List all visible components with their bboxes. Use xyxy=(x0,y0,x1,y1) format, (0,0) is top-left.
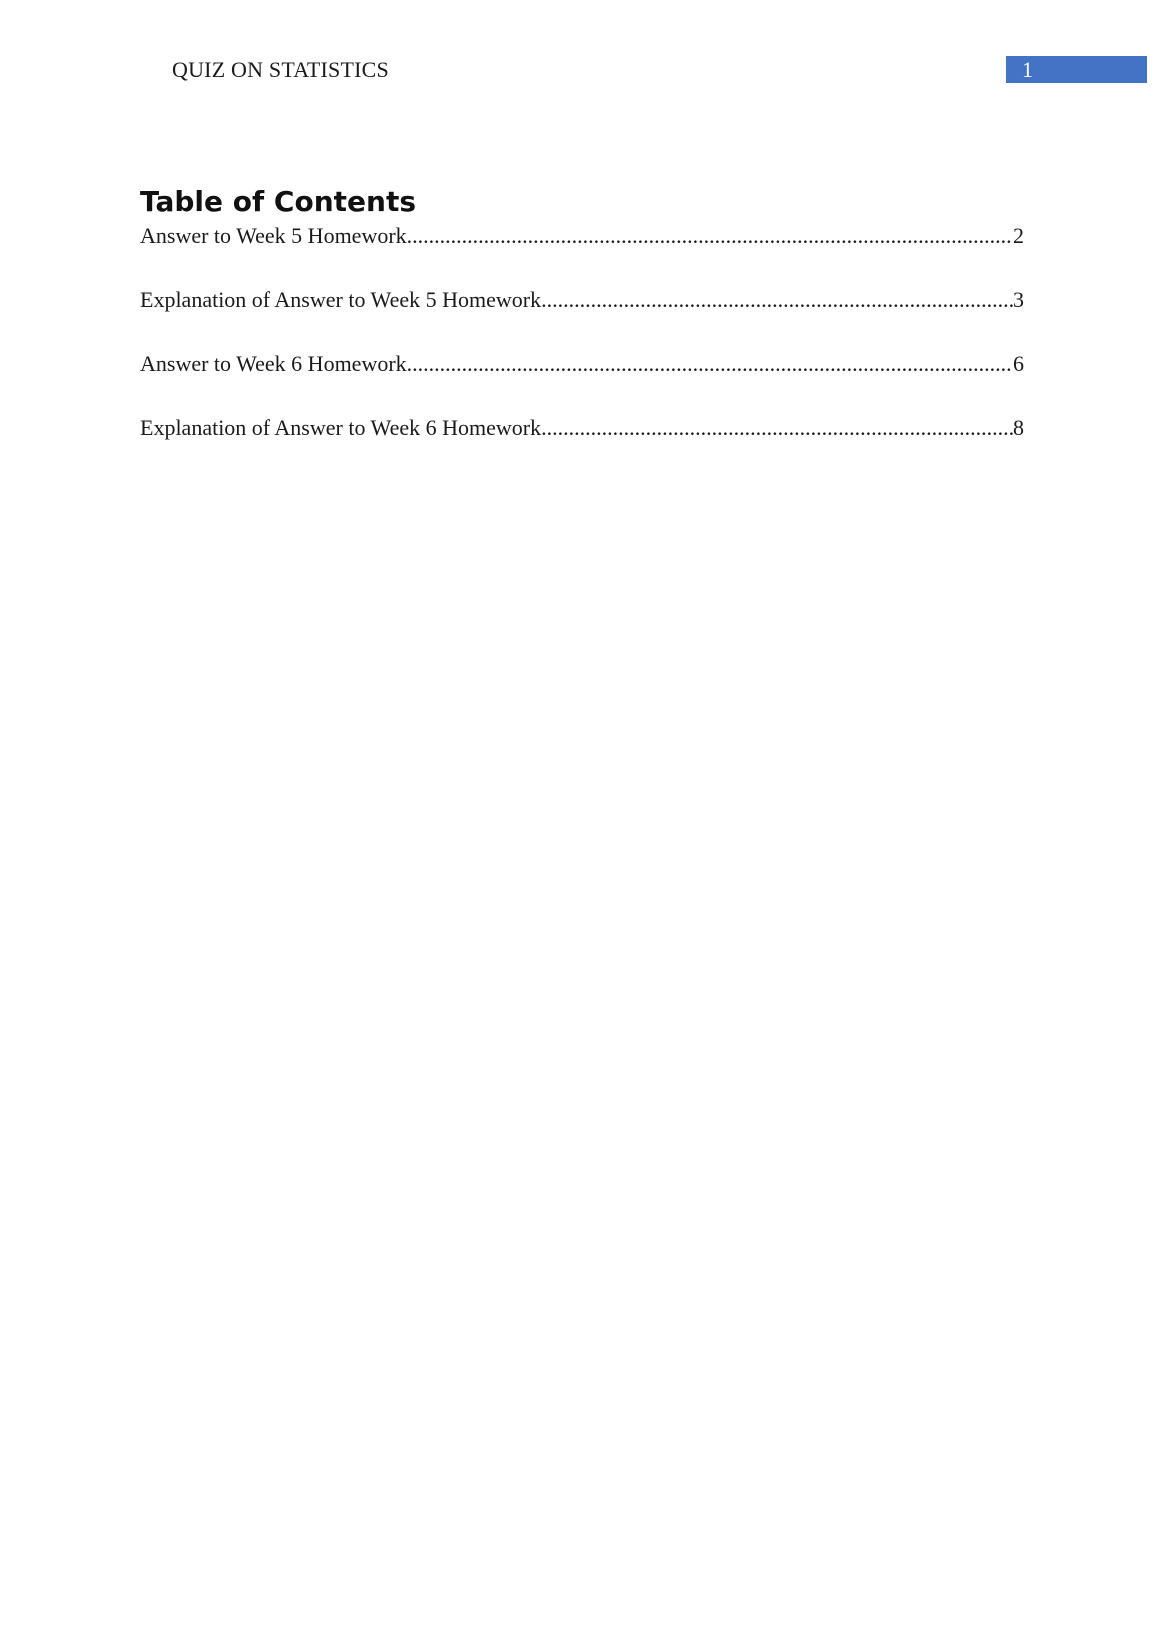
table-of-contents xyxy=(140,184,1024,478)
toc-entry[interactable] xyxy=(140,286,1024,314)
toc-dot-leader xyxy=(541,414,1013,442)
toc-entry-page[interactable]: 2 xyxy=(1013,223,1024,248)
running-header-title: QUIZ ON STATISTICS xyxy=(172,57,389,82)
toc-dot-leader xyxy=(407,222,1013,250)
toc-entry[interactable] xyxy=(140,414,1024,442)
toc-heading: Table of Contents xyxy=(140,185,417,218)
page-number: 1 xyxy=(1022,57,1033,82)
toc-entry-page[interactable]: 6 xyxy=(1013,351,1024,376)
toc-entry-label[interactable]: Explanation of Answer to Week 5 Homework xyxy=(140,287,542,312)
toc-entry-label[interactable]: Answer to Week 5 Homework xyxy=(140,223,407,248)
page-number-badge xyxy=(1006,56,1147,83)
toc-entry-label[interactable]: Explanation of Answer to Week 6 Homework xyxy=(140,415,542,440)
toc-dot-leader xyxy=(407,350,1013,378)
toc-entry-page[interactable]: 3 xyxy=(1013,287,1024,312)
toc-entry[interactable] xyxy=(140,350,1024,378)
toc-dot-leader xyxy=(541,286,1013,314)
toc-entry[interactable] xyxy=(140,222,1024,250)
toc-entry-label[interactable]: Answer to Week 6 Homework xyxy=(140,351,407,376)
toc-entry-page[interactable]: 8 xyxy=(1013,415,1024,440)
